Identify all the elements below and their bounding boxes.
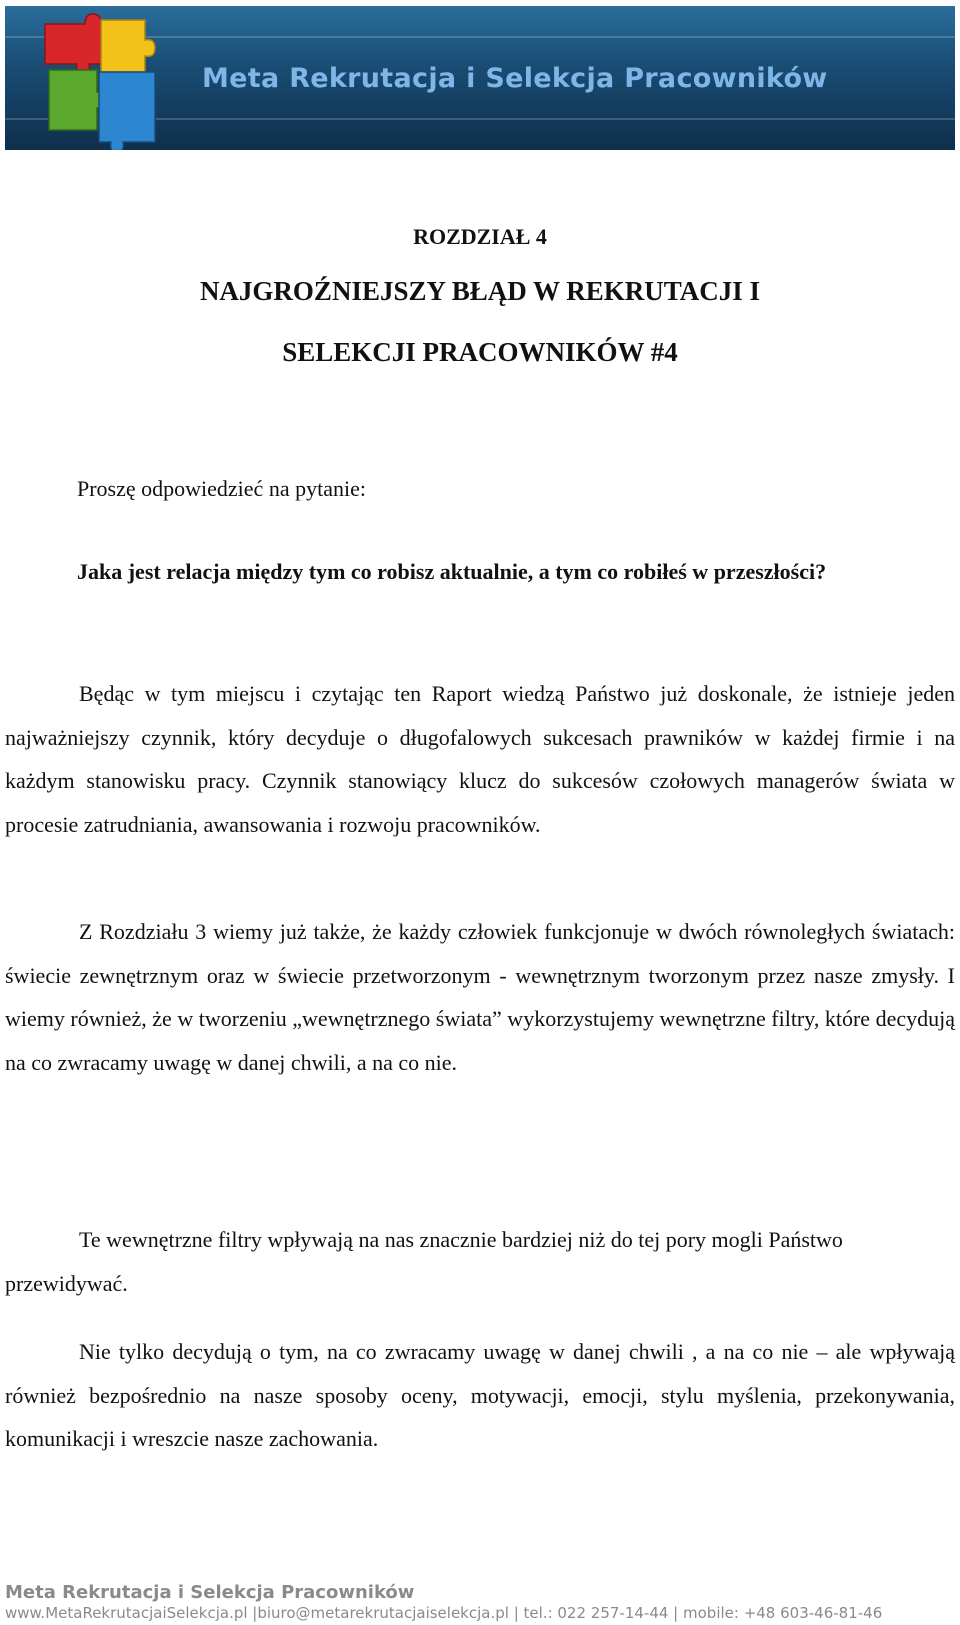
red-puzzle-piece-icon (45, 14, 101, 74)
banner-title: Meta Rekrutacja i Selekcja Pracowników (202, 63, 828, 94)
footer-company-name: Meta Rekrutacja i Selekcja Pracowników (5, 1582, 415, 1603)
intro-text: Proszę odpowiedzieć na pytanie: (77, 476, 366, 501)
paragraph-4: Nie tylko decydują o tym, na co zwracamy uwagę w danej chwili , a na co nie – ale wpływają również bezpośrednio na nasze sposoby oceny, motywacji, emocji, stylu myślenia, przekonywania, komunikacji i wreszcie nasze zachowania. (5, 1339, 955, 1451)
paragraph-2: Z Rozdziału 3 wiemy już także, że każdy człowiek funkcjonuje w dwóch równoległych światach: świecie zewnętrznym oraz w świecie przetworzonym - wewnętrznym tworzonym przez nasze zmysły. I wiemy również, że w tworzeniu „wewnętrznego świata” wykorzystujemy wewnętrzne filtry, które decydują na co zwracamy uwagę w danej chwili, a na co nie. (5, 919, 955, 1075)
paragraph-1: Będąc w tym miejscu i czytając ten Raport wiedzą Państwo już doskonale, że istnieje jeden najważniejszy czynnik, który decyduje o długofalowych sukcesach prawników w każdej firmie i na każdym stanowisku pracy. Czynnik stanowiący klucz do sukcesów czołowych managerów świata w procesie zatrudniania, awansowania i rozwoju pracowników. (5, 681, 955, 837)
blue-puzzle-piece-icon (99, 72, 155, 150)
header-banner (5, 6, 955, 150)
footer-contact-info: www.MetaRekrutacjaiSelekcja.pl |biuro@metarekrutacjaiselekcja.pl | tel.: 022 257-14-44 | mobile: +48 603-46-81-46 (5, 1604, 883, 1622)
chapter-label: ROZDZIAŁ 4 (413, 224, 547, 249)
key-question: Jaka jest relacja między tym co robisz aktualnie, a tym co robiłeś w przeszłości? (77, 559, 827, 584)
puzzle-pieces-logo-icon (27, 12, 177, 150)
chapter-title-line-2: SELEKCJI PRACOWNIKÓW #4 (282, 337, 678, 367)
paragraph-3: Te wewnętrzne filtry wpływają na nas znacznie bardziej niż do tej pory mogli Państwo przewidywać. (5, 1227, 843, 1296)
chapter-title-line-1: NAJGROŹNIEJSZY BŁĄD W REKRUTACJI I (199, 276, 761, 306)
yellow-puzzle-piece-icon (101, 20, 155, 72)
